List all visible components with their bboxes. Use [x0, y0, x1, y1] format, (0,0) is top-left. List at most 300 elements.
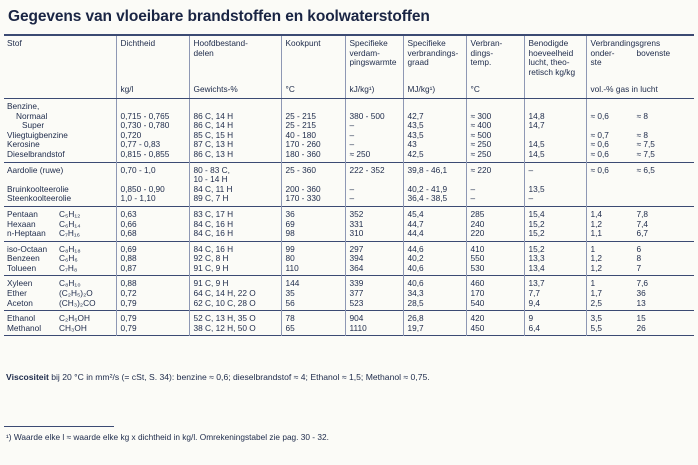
flammability-limits	[591, 254, 693, 264]
value-kook: 110	[285, 262, 299, 273]
flammability-limits	[591, 175, 693, 185]
cell-stof	[4, 311, 116, 336]
value-verbr: 28,5	[407, 297, 424, 308]
cell-ontbr	[466, 162, 524, 206]
cell-verbr	[403, 162, 466, 206]
lower-limit: 3,5	[590, 313, 603, 324]
substance-formula: C₇H₁₆	[59, 228, 80, 239]
substance-name: Normaal	[16, 110, 48, 121]
viscosity-text: bij 20 °C in mm²/s (= cSt, S. 34): benzine ≈ 0,6; dieselbrandstof ≈ 4; Ethanol ≈ 1,5; Methanol ≈ 0,75.	[48, 372, 430, 382]
header-text: Dichtheid	[120, 38, 156, 48]
unit-text: kJ/kg¹)	[349, 84, 375, 95]
value-dichtheid: 0,79	[120, 313, 137, 324]
unit-text: Gewichts-%	[193, 84, 238, 95]
value-lucht: 7,7	[528, 288, 541, 299]
header-verbrandingsgraad	[403, 36, 466, 77]
value-hoofd: 87 C, 13 H	[193, 139, 234, 150]
footnote-rule	[4, 426, 114, 427]
header-text: bovenste	[636, 47, 671, 58]
cell-stof	[4, 206, 116, 241]
value-kook: 80	[285, 253, 295, 264]
value-lucht: 14,7	[528, 120, 545, 131]
value-kook: 25 - 360	[285, 164, 316, 175]
value-ontbr: ≈ 250	[470, 139, 492, 150]
header-unit-dichtheid	[116, 77, 189, 98]
value-lucht: 15,2	[528, 228, 545, 239]
value-verbr: 34,3	[407, 288, 424, 299]
cell-verbr	[403, 311, 466, 336]
cell-stof	[4, 98, 116, 162]
table-row	[4, 311, 694, 336]
substance-formula: CH₃OH	[59, 322, 87, 333]
lower-limit: 1	[590, 278, 596, 289]
viscosity-note	[6, 372, 430, 382]
header-unit-ontbr	[466, 77, 524, 98]
table-row	[4, 241, 694, 276]
value-dichtheid: 0,70 - 1,0	[120, 164, 156, 175]
header-text: hoeveelheid	[528, 47, 574, 58]
value-dichtheid: 0,79	[120, 322, 137, 333]
value-kook: 35	[285, 288, 295, 299]
value-verbr: 44,4	[407, 228, 424, 239]
value-hoofd: 86 C, 14 H	[193, 120, 234, 131]
upper-limit: 36	[636, 288, 646, 299]
lower-limit: 1,2	[590, 253, 603, 264]
lower-limit: 1,2	[590, 262, 603, 273]
substance-line	[7, 324, 114, 334]
cell-dichtheid	[116, 206, 189, 241]
cell-kook	[281, 241, 345, 276]
value-verdamp: 339	[349, 278, 364, 289]
unit-text: vol.-% gas in lucht	[590, 84, 658, 95]
substance-formula: C₈H₁₈	[59, 243, 81, 254]
value-hoofd: 80 - 83 C,	[193, 164, 230, 175]
value-verdamp: 331	[349, 218, 364, 229]
cell-hoofd	[189, 162, 281, 206]
value-ontbr: 170	[470, 288, 485, 299]
value-verdamp: 297	[349, 243, 364, 254]
cell-dichtheid	[116, 98, 189, 162]
cell-ontbr	[466, 276, 524, 311]
cell-kook	[281, 276, 345, 311]
value-lucht: 14,5	[528, 148, 545, 159]
unit-text: MJ/kg¹)	[407, 84, 436, 95]
value-verbr: 40,2	[407, 253, 424, 264]
value-lucht: 15,2	[528, 218, 545, 229]
header-text: Benodigde	[528, 38, 569, 48]
cell-stof	[4, 162, 116, 206]
cell-hoofd	[189, 276, 281, 311]
cell-grens	[586, 241, 694, 276]
flammability-limits	[591, 112, 693, 122]
cell-verdamp	[345, 311, 403, 336]
upper-limit: 7	[636, 262, 642, 273]
value-ontbr: ≈ 400	[470, 120, 492, 131]
flammability-limits	[591, 264, 693, 274]
header-text: retisch kg/kg	[528, 66, 576, 77]
value-dichtheid: 1,0 - 1,10	[120, 193, 156, 204]
value-verbr: 44,7	[407, 218, 424, 229]
substance-formula: C₆H₁₄	[59, 218, 81, 229]
value-hoofd: 10 - 14 H	[193, 174, 228, 185]
substance-name: Benzine,	[7, 100, 40, 111]
cell-grens	[586, 276, 694, 311]
substance-line	[7, 229, 114, 239]
upper-limit: ≈ 6,5	[636, 164, 655, 175]
lower-limit: ≈ 0,6	[590, 139, 609, 150]
value-verbr: 43,5	[407, 129, 424, 140]
value-verbr: 39,8 - 46,1	[407, 164, 448, 175]
value-kook: 99	[285, 243, 295, 254]
substance-name: Tolueen	[7, 262, 37, 273]
value-hoofd: 52 C, 13 H, 35 O	[193, 313, 256, 324]
value-kook: 65	[285, 322, 295, 333]
substance-formula: C₆H₆	[59, 253, 78, 264]
value-hoofd: 91 C, 9 H	[193, 262, 229, 273]
substance-name: Xyleen	[7, 278, 33, 289]
value-verbr: 42,5	[407, 148, 424, 159]
cell-lucht	[524, 241, 586, 276]
cell-verbr	[403, 206, 466, 241]
table-row	[4, 98, 694, 162]
header-text: Kookpunt	[285, 38, 321, 48]
value-verdamp: 904	[349, 313, 364, 324]
value-hoofd: 84 C, 16 H	[193, 228, 234, 239]
cell-grens	[586, 98, 694, 162]
value-dichtheid: 0,720	[120, 129, 142, 140]
value-ontbr: ≈ 300	[470, 110, 492, 121]
value-lucht: 14,5	[528, 139, 545, 150]
value-verdamp: 310	[349, 228, 364, 239]
cell-ontbr	[466, 98, 524, 162]
value-lucht: –	[528, 193, 534, 204]
header-unit-lucht	[524, 77, 586, 98]
value-dichtheid: 0,815 - 0,855	[120, 148, 170, 159]
value-verbr: 45,4	[407, 208, 424, 219]
header-stof-text: Stof	[7, 38, 22, 48]
lower-limit: 1	[590, 243, 596, 254]
fuel-data-table	[4, 36, 694, 336]
substance-name: Steenkoolteerolie	[7, 193, 72, 204]
cell-stof	[4, 241, 116, 276]
header-text: pingswarmte	[349, 57, 397, 68]
cell-hoofd	[189, 311, 281, 336]
cell-verbr	[403, 98, 466, 162]
value-ontbr: 220	[470, 228, 485, 239]
upper-limit: ≈ 7,5	[636, 139, 655, 150]
cell-dichtheid	[116, 311, 189, 336]
substance-name: Ether	[7, 288, 27, 299]
substance-name: Ethanol	[7, 313, 36, 324]
header-text: dings-	[470, 47, 494, 58]
substance-formula: C₂H₅OH	[59, 313, 90, 324]
value-verdamp	[350, 175, 401, 185]
value-lucht: 13,3	[528, 253, 545, 264]
substance-formula: (C₂H₅)₂O	[59, 288, 93, 299]
value-ontbr: 550	[470, 253, 485, 264]
value-lucht: 15,4	[528, 208, 545, 219]
upper-limit: ≈ 8	[636, 129, 648, 140]
value-hoofd: 89 C, 7 H	[193, 193, 229, 204]
value-verbr: 42,7	[407, 110, 424, 121]
value-dichtheid: 0,88	[120, 253, 137, 264]
table-header	[4, 36, 694, 98]
substance-name: Methanol	[7, 322, 42, 333]
cell-kook	[281, 311, 345, 336]
value-verdamp: 364	[349, 262, 364, 273]
value-verbr: 36,4 - 38,5	[407, 193, 448, 204]
value-dichtheid: 0,88	[120, 278, 137, 289]
substance-name: n-Heptaan	[7, 228, 46, 239]
value-dichtheid: 0,77 - 0,83	[120, 139, 161, 150]
substance-line	[7, 264, 114, 274]
value-kook: 40 - 180	[285, 129, 316, 140]
cell-hoofd	[189, 241, 281, 276]
value-hoofd: 92 C, 8 H	[193, 253, 229, 264]
cell-hoofd	[189, 206, 281, 241]
table-group	[4, 276, 694, 311]
cell-dichtheid	[116, 276, 189, 311]
cell-grens	[586, 206, 694, 241]
header-dichtheid	[116, 36, 189, 77]
header-text: Specifieke	[349, 38, 388, 48]
cell-ontbr	[466, 241, 524, 276]
header-text: Verbran-	[470, 38, 503, 48]
cell-kook	[281, 162, 345, 206]
value-dichtheid: 0,72	[120, 288, 137, 299]
value-verdamp: 377	[349, 288, 364, 299]
cell-ontbr	[466, 206, 524, 241]
header-text: ste	[590, 57, 602, 68]
header-text: lucht, theo-	[528, 57, 570, 68]
substance-name: Aceton	[7, 297, 33, 308]
cell-verdamp	[345, 98, 403, 162]
header-grens-subcols2	[591, 58, 693, 68]
value-lucht: 13,5	[528, 183, 545, 194]
substance-name: Benzeen	[7, 253, 40, 264]
lower-limit: 1,1	[590, 228, 603, 239]
table-group	[4, 206, 694, 241]
value-verdamp: 380 - 500	[349, 110, 385, 121]
value-ontbr	[471, 175, 522, 185]
value-dichtheid: 0,63	[120, 208, 137, 219]
flammability-limits	[591, 229, 693, 239]
cell-lucht	[524, 311, 586, 336]
header-text: verdam-	[349, 47, 380, 58]
value-hoofd: 84 C, 16 H	[193, 243, 234, 254]
value-ontbr: –	[470, 183, 476, 194]
footnote: ¹) Waarde elke l ≈ waarde elke kg x dichtheid in kg/l. Omrekeningstabel zie pag. 30 - 32.	[6, 432, 329, 442]
cell-verdamp	[345, 206, 403, 241]
value-lucht: 6,4	[528, 322, 541, 333]
substance-formula: C₈H₁₀	[59, 278, 81, 289]
header-text: onder-	[590, 47, 615, 58]
value-ontbr: 240	[470, 218, 485, 229]
value-hoofd: 84 C, 11 H	[193, 183, 233, 194]
cell-lucht	[524, 206, 586, 241]
substance-formula: C₇H₈	[59, 262, 78, 273]
value-verdamp: –	[349, 120, 355, 131]
value-verdamp: –	[349, 183, 355, 194]
flammability-limits	[591, 185, 693, 195]
cell-lucht	[524, 162, 586, 206]
value-kook: 25 - 215	[285, 110, 316, 121]
substance-name: Super	[22, 120, 45, 131]
value-verbr: 19,7	[407, 322, 424, 333]
substance-formula: (CH₃)₂CO	[59, 297, 96, 308]
cell-stof	[4, 276, 116, 311]
header-stof	[4, 36, 116, 77]
table-row	[4, 276, 694, 311]
value-verbr: 26,8	[407, 313, 424, 324]
lower-limit: 1,2	[590, 218, 603, 229]
value-verbr: 43	[407, 139, 417, 150]
value-verdamp: –	[349, 193, 355, 204]
upper-limit: ≈ 8	[636, 110, 648, 121]
unit-text: °C	[470, 84, 480, 95]
lower-limit: 2,5	[590, 297, 603, 308]
substance-name: Vliegtuigbenzine	[7, 129, 68, 140]
value-verdamp: –	[349, 129, 355, 140]
value-kook: 69	[285, 218, 295, 229]
cell-verbr	[403, 241, 466, 276]
upper-limit: 7,4	[636, 218, 649, 229]
value-lucht: 13,4	[528, 262, 545, 273]
header-verbrandingsgrens	[586, 36, 694, 77]
value-ontbr: 540	[470, 297, 485, 308]
value-hoofd: 62 C, 10 C, 28 O	[193, 297, 256, 308]
value-hoofd: 84 C, 16 H	[193, 218, 234, 229]
substance-name: Pentaan	[7, 208, 38, 219]
value-hoofd: 38 C, 12 H, 50 O	[193, 322, 256, 333]
unit-text: kg/l	[120, 84, 134, 95]
upper-limit: 7,8	[636, 208, 649, 219]
header-text: graad	[407, 57, 429, 68]
header-text: Specifieke	[407, 38, 446, 48]
header-luchthoeveelheid	[524, 36, 586, 77]
value-verdamp: –	[349, 139, 355, 150]
value-hoofd: 85 C, 15 H	[193, 129, 234, 140]
value-ontbr: 285	[470, 208, 485, 219]
page-title: Gegevens van vloeibare brandstoffen en koolwaterstoffen	[8, 8, 430, 25]
table-group	[4, 98, 694, 162]
value-verbr: 40,2 - 41,9	[407, 183, 448, 194]
header-unit-grens	[586, 77, 694, 98]
upper-limit: 13	[636, 297, 646, 308]
value-hoofd: 86 C, 13 H	[193, 148, 234, 159]
upper-limit: 6	[636, 243, 642, 254]
flammability-limits	[591, 150, 693, 160]
substance-name: iso-Octaan	[7, 243, 48, 254]
value-verdamp: 394	[349, 253, 364, 264]
header-unit-hoofd	[189, 77, 281, 98]
header-text: temp.	[470, 57, 492, 68]
flammability-limits	[591, 166, 693, 176]
value-ontbr: 450	[470, 322, 485, 333]
substance-formula: C₅H₁₂	[59, 208, 81, 219]
flammability-limits	[591, 299, 693, 309]
substance-name: Kerosine	[7, 139, 40, 150]
value-kook: 170 - 260	[285, 139, 321, 150]
lower-limit: ≈ 0,6	[590, 148, 609, 159]
value-verdamp: 1110	[349, 322, 367, 333]
value-ontbr: ≈ 220	[470, 164, 492, 175]
cell-dichtheid	[116, 162, 189, 206]
value-dichtheid: 0,69	[120, 243, 137, 254]
value-dichtheid: 0,715 - 0,765	[120, 110, 170, 121]
table-row	[4, 206, 694, 241]
cell-verbr	[403, 276, 466, 311]
value-dichtheid: 0,730 - 0,780	[120, 120, 170, 131]
header-unit-empty	[4, 77, 116, 98]
flammability-limits	[591, 324, 693, 334]
value-dichtheid: 0,87	[120, 262, 137, 273]
value-ontbr: ≈ 500	[470, 129, 492, 140]
value-verdamp: 222 - 352	[349, 164, 385, 175]
value-verbr: 40,6	[407, 278, 424, 289]
value-ontbr: 530	[470, 262, 485, 273]
value-lucht: 9	[528, 313, 534, 324]
value-kook: 78	[285, 313, 295, 324]
substance-name: Dieselbrandstof	[7, 148, 65, 159]
value-kook: 56	[285, 297, 295, 308]
upper-limit: 7,6	[636, 278, 649, 289]
lower-limit: ≈ 0,6	[590, 110, 609, 121]
value-lucht: –	[528, 164, 534, 175]
value-kook: 144	[285, 278, 300, 289]
upper-limit: 15	[636, 313, 646, 324]
header-text: delen	[193, 47, 214, 58]
value-dichtheid: 0,66	[120, 218, 137, 229]
header-text: verbrandings-	[407, 47, 459, 58]
cell-kook	[281, 98, 345, 162]
value-kook: 98	[285, 228, 295, 239]
lower-limit: 5,5	[590, 322, 603, 333]
value-ontbr: 420	[470, 313, 485, 324]
lower-limit: 1,7	[590, 288, 603, 299]
upper-limit: ≈ 7,5	[636, 148, 655, 159]
table-group	[4, 241, 694, 276]
value-verdamp: ≈ 250	[349, 148, 371, 159]
header-unit-verbr	[403, 77, 466, 98]
cell-lucht	[524, 98, 586, 162]
value-ontbr: 410	[470, 243, 485, 254]
header-verdampingswarmte	[345, 36, 403, 77]
lower-limit: ≈ 0,7	[590, 129, 609, 140]
value-kook: 200 - 360	[285, 183, 321, 194]
substance-name: Hexaan	[7, 218, 36, 229]
cell-verdamp	[345, 276, 403, 311]
header-unit-kook	[281, 77, 345, 98]
upper-limit: 6,7	[636, 228, 649, 239]
cell-dichtheid	[116, 241, 189, 276]
value-dichtheid: 0,850 - 0,90	[120, 183, 165, 194]
upper-limit: 8	[636, 253, 642, 264]
value-verbr: 40,6	[407, 262, 424, 273]
value-verbr: 43,5	[407, 120, 424, 131]
value-kook: 180 - 360	[285, 148, 321, 159]
value-lucht: 14,8	[528, 110, 545, 121]
header-text: Hoofdbestand-	[193, 38, 248, 48]
lower-limit: 1,4	[590, 208, 603, 219]
lower-limit: ≈ 0,6	[590, 164, 609, 175]
value-hoofd: 64 C, 14 H, 22 O	[193, 288, 256, 299]
header-ontbrandingstemp	[466, 36, 524, 77]
table-row	[4, 162, 694, 206]
value-ontbr: ≈ 250	[470, 148, 492, 159]
value-dichtheid: 0,68	[120, 228, 137, 239]
value-lucht: 15,2	[528, 243, 545, 254]
